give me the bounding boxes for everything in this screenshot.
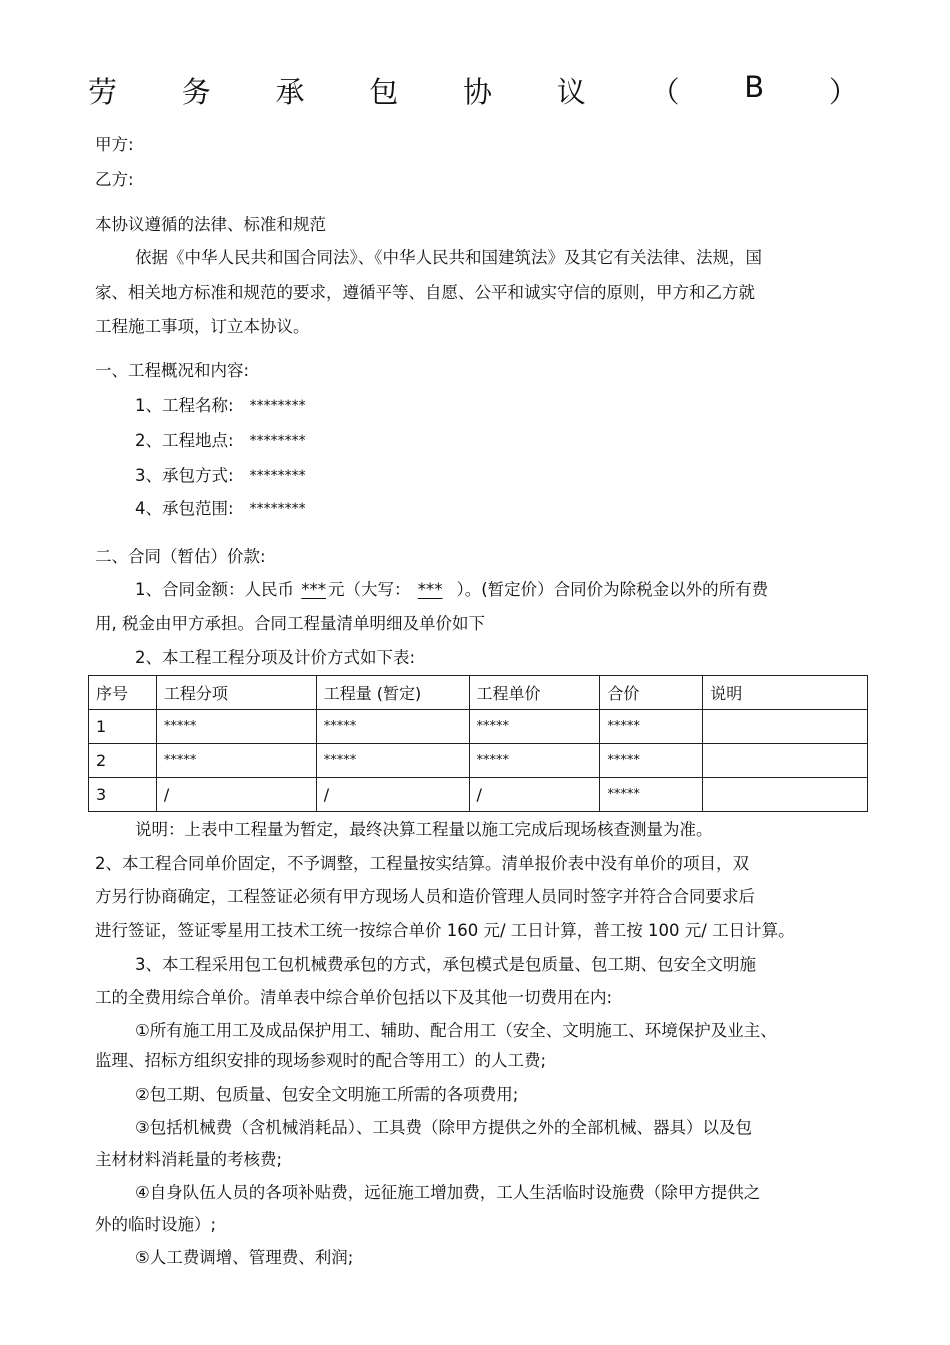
title-char: 议 xyxy=(556,75,586,109)
title-char: 协 xyxy=(463,75,493,109)
title-char: 包 xyxy=(369,75,399,109)
table-cell: / xyxy=(156,778,316,812)
table-cell xyxy=(703,778,868,812)
column-header: 工程分项 xyxy=(156,676,316,710)
contract-amount-line2: 用, 税金由甲方承担。合同工程量清单明细及单价如下 xyxy=(95,614,485,633)
title-char: 承 xyxy=(275,75,305,109)
project-item-label: 3、承包方式: xyxy=(135,466,234,485)
document-title xyxy=(88,70,858,111)
cost-item-continuation: 主材材料消耗量的考核费; xyxy=(95,1150,283,1169)
project-item xyxy=(135,394,306,418)
party-b-label: 乙方: xyxy=(95,170,134,189)
cost-item-continuation: 监理、招标方组织安排的现场参观时的配合等用工）的人工费; xyxy=(95,1051,547,1070)
cost-item: ④自身队伍人员的各项补贴费，远征施工增加费，工人生活临时设施费（除甲方提供之 xyxy=(135,1183,761,1202)
table-intro: 2、本工程工程分项及计价方式如下表: xyxy=(135,648,416,667)
table-cell: ***** xyxy=(316,710,469,744)
clause3-line: 工的全费用综合单价。清单表中综合单价包括以下及其他一切费用在内: xyxy=(95,988,613,1007)
table-cell: ***** xyxy=(469,710,600,744)
column-header: 说明 xyxy=(703,676,868,710)
amount-value: *** xyxy=(301,580,326,599)
title-char: （ xyxy=(650,75,680,109)
cost-item: ①所有施工用工及成品保护用工、辅助、配合用工（安全、文明施工、环境保护及业主、 xyxy=(135,1021,777,1040)
amount-suffix: ）。(暂定价）合同价为除税金以外的所有费 xyxy=(456,580,769,599)
cost-item: ③包括机械费（含机械消耗品）、工具费（除甲方提供之外的全部机械、器具）以及包 xyxy=(135,1118,753,1137)
project-item-label: 1、工程名称: xyxy=(135,396,234,415)
party-a-label: 甲方: xyxy=(95,135,134,154)
table-cell: 3 xyxy=(89,778,157,812)
table-cell: ***** xyxy=(469,744,600,778)
project-item-value: ******** xyxy=(249,398,306,414)
clause2-line: 进行签证，签证零星用工技术工统一按综合单价 160 元/ 工日计算，普工按 100 元/ 工日计算。 xyxy=(95,921,795,940)
project-item-value: ******** xyxy=(249,433,306,449)
project-item xyxy=(135,429,306,453)
clause2-line: 方另行协商确定，工程签证必须有甲方现场人员和造价管理人员同时签字并符合合同要求后 xyxy=(95,887,755,906)
law-line: 依据《中华人民共和国合同法》、《中华人民共和国建筑法》及其它有关法律、法规，国 xyxy=(135,248,762,267)
contract-amount-line xyxy=(135,578,768,602)
table-note: 说明：上表中工程量为暂定，最终决算工程量以施工完成后现场核查测量为准。 xyxy=(135,820,713,839)
table-cell xyxy=(703,744,868,778)
section1-heading: 一、工程概况和内容: xyxy=(95,361,250,380)
law-line: 家、相关地方标准和规范的要求，遵循平等、自愿、公平和诚实守信的原则，甲方和乙方就 xyxy=(95,283,755,302)
title-char: ） xyxy=(828,75,858,109)
table-cell: 2 xyxy=(89,744,157,778)
table-cell: ***** xyxy=(600,710,703,744)
amount-prefix: 1、合同金额：人民币 xyxy=(135,580,294,599)
amount-mid: 元（大写： xyxy=(328,580,411,599)
project-item xyxy=(135,464,306,488)
title-char: 劳 xyxy=(88,75,118,109)
table-cell xyxy=(703,710,868,744)
table-header-row xyxy=(89,676,868,710)
table-cell: 1 xyxy=(89,710,157,744)
table-row xyxy=(89,778,868,812)
project-item-label: 4、承包范围: xyxy=(135,499,234,518)
project-item xyxy=(135,497,306,521)
project-item-value: ******** xyxy=(249,468,306,484)
table-row xyxy=(89,744,868,778)
amount-upper: *** xyxy=(417,580,443,599)
table-cell: / xyxy=(469,778,600,812)
law-heading: 本协议遵循的法律、标准和规范 xyxy=(95,215,326,234)
title-char: 务 xyxy=(181,75,211,109)
clause3-line: 3、本工程采用包工包机械费承包的方式，承包模式是包质量、包工期、包安全文明施 xyxy=(135,955,756,974)
cost-item: ⑤人工费调增、管理费、利润; xyxy=(135,1248,354,1267)
table-cell: ***** xyxy=(156,710,316,744)
table-cell: / xyxy=(316,778,469,812)
work-items-table xyxy=(88,675,868,812)
table-cell: ***** xyxy=(156,744,316,778)
cost-item: ②包工期、包质量、包安全文明施工所需的各项费用; xyxy=(135,1085,519,1104)
law-line: 工程施工事项，订立本协议。 xyxy=(95,317,310,336)
table-cell: ***** xyxy=(316,744,469,778)
table-cell: ***** xyxy=(600,744,703,778)
section2-heading: 二、合同（暂估）价款: xyxy=(95,547,266,566)
project-item-label: 2、工程地点: xyxy=(135,431,234,450)
table-row xyxy=(89,710,868,744)
column-header: 合价 xyxy=(600,676,703,710)
title-char: B xyxy=(744,70,765,104)
project-item-value: ******** xyxy=(249,501,306,517)
column-header: 工程量 (暂定) xyxy=(316,676,469,710)
column-header: 工程单价 xyxy=(469,676,600,710)
column-header: 序号 xyxy=(89,676,157,710)
clause2-line: 2、本工程合同单价固定，不予调整，工程量按实结算。清单报价表中没有单价的项目，双 xyxy=(95,854,749,873)
table-cell: ***** xyxy=(600,778,703,812)
cost-item-continuation: 外的临时设施）; xyxy=(95,1215,217,1234)
